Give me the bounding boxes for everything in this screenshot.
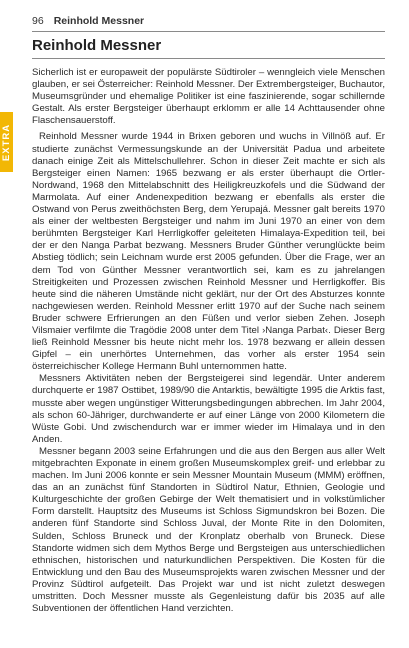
running-title: Reinhold Messner <box>53 15 145 27</box>
title-divider <box>32 58 385 59</box>
intro-paragraph: Sicherlich ist er europaweit der populärste Südtiroler – wenngleich viele Menschen glauben, er sei Österreicher: Reinhold Messner. Der Extrembergsteiger, Buchautor, Museumsgründer und ehemalige Politiker ist eine faszinierende, sogar schillernde Gestalt. Als erster Bergsteiger überhaupt erklomm er alle 14 Achttausender ohne Flaschensauerstoff. <box>32 67 386 127</box>
extra-side-tab-label: EXTRA <box>1 123 13 161</box>
activities-paragraph: Messners Aktivitäten neben der Bergsteigerei sind legendär. Unter anderem durchquerte er 1987 Osttibet, 1989/90 die Antarktis, bewältigte 1995 die Arktis fast, musste aber wegen ungünstiger Witterungsbedingungen abbrechen. Im Jahr 2004, als schon 60-Jähriger, durchwanderte er auf einer Länge von 2000 Kilometern die Wüste Gobi. Und zwischendurch war er immer wieder im Himalaya und in den Anden. <box>32 373 385 445</box>
article-body <box>32 67 385 615</box>
biography-paragraph: Reinhold Messner wurde 1944 in Brixen geboren und wuchs in Villnöß auf. Er studierte zunächst Vermessungskunde an der Universität Padua und arbeitete danach einige Zeit als Mittelschullehrer. Schon in dieser Zeit machte er sich als Bergsteiger einen Namen: 1965 bezwang er als erster überhaupt die Ortler-Nordwand, 1968 den Mittelabschnitt des Heiligkreuzkofels und die Südwand der Marmolata. Auf einer Andenexpedition bezwang er ebenfalls als erster die Ostwand von Perus zweithöchsten Berg, dem Yerupajá. Messner galt bereits 1970 als einer der weltbesten Bergsteiger und nahm im Juni 1970 an einer von dem berühmten Bergsteiger Karl Herrligkoffer geleiteten Himalaya-Expedition teil, bei der er den Nanga Parbat bezwang. Messners Bruder Günther verunglückte beim Abstieg tödlich; sein Leichnam wurde erst 2005 gefunden. Über die Frage, wer an dem Tod von Günther Messner verantwortlich sei, kam es zu jahrelangen Streitigkeiten und Prozessen zwischen Reinhold Messner und Herrligkoffer. Bis heute sind die näheren Umstände nicht geklärt, nur der Ort des Absturzes konnte nachgewiesen werden. Reinhold Messner erlitt 1970 auf der Suche nach seinem Bruder schwere Erfrierungen an den Füßen und verlor sieben Zehen. Joseph Vilsmaier verfilmte die Tragödie 2008 unter dem Titel ›Nanga Parbat‹. Dieser Berg ließ Reinhold Messner bis heute nicht mehr los. 1978 bezwang er allein dessen Gipfel – ein unerhörtes Unternehmen, das vorher als erster 1954 sein österreichischer Kollege Hermann Buhl unternommen hatte. <box>32 131 385 373</box>
museum-paragraph: Messner begann 2003 seine Erfahrungen und die aus den Bergen aus aller Welt mitgebrachten Exponate in einem großen Museumskomplex greif- und erlebbar zu machen. Im Juni 2006 konnte er sein Messner Mountain Museum (MMM) eröffnen, das an an zunächst fünf Standorten in Südtirol Natur, Ethnien, Geologie und Kulturgeschichte der großen Gebirge der Welt thematisiert und in volkstümlicher Form darstellt. Hauptsitz des Museums ist Schloss Sigmundskron bei Bozen. Die anderen fünf Standorte sind Schloss Juval, der Monte Rite in den Dolomiten, Sulden, Schloss Bruneck und der Kronplatz oberhalb von Bruneck. Diese Standorte widmen sich dem Mythos Berge und Bergsteigen aus unterschiedlichen ethnischen, historischen und naturkundlichen Perspektiven. Die Kosten für die Entwicklung und den Bau des Museumsprojekts waren zwischen Messner und der Provinz Südtirol aufgeteilt. Das Projekt war und ist nicht zuletzt deswegen umstritten. Doch Messner musste als Gegenleistung dafür bis 2035 auf alle Subventionen der öffentlichen Hand verzichten. <box>32 445 385 615</box>
running-header <box>32 13 385 27</box>
page-number: 96 <box>32 15 44 27</box>
header-divider <box>32 31 385 32</box>
extra-side-tab <box>0 112 13 172</box>
article-title: Reinhold Messner <box>32 37 162 54</box>
